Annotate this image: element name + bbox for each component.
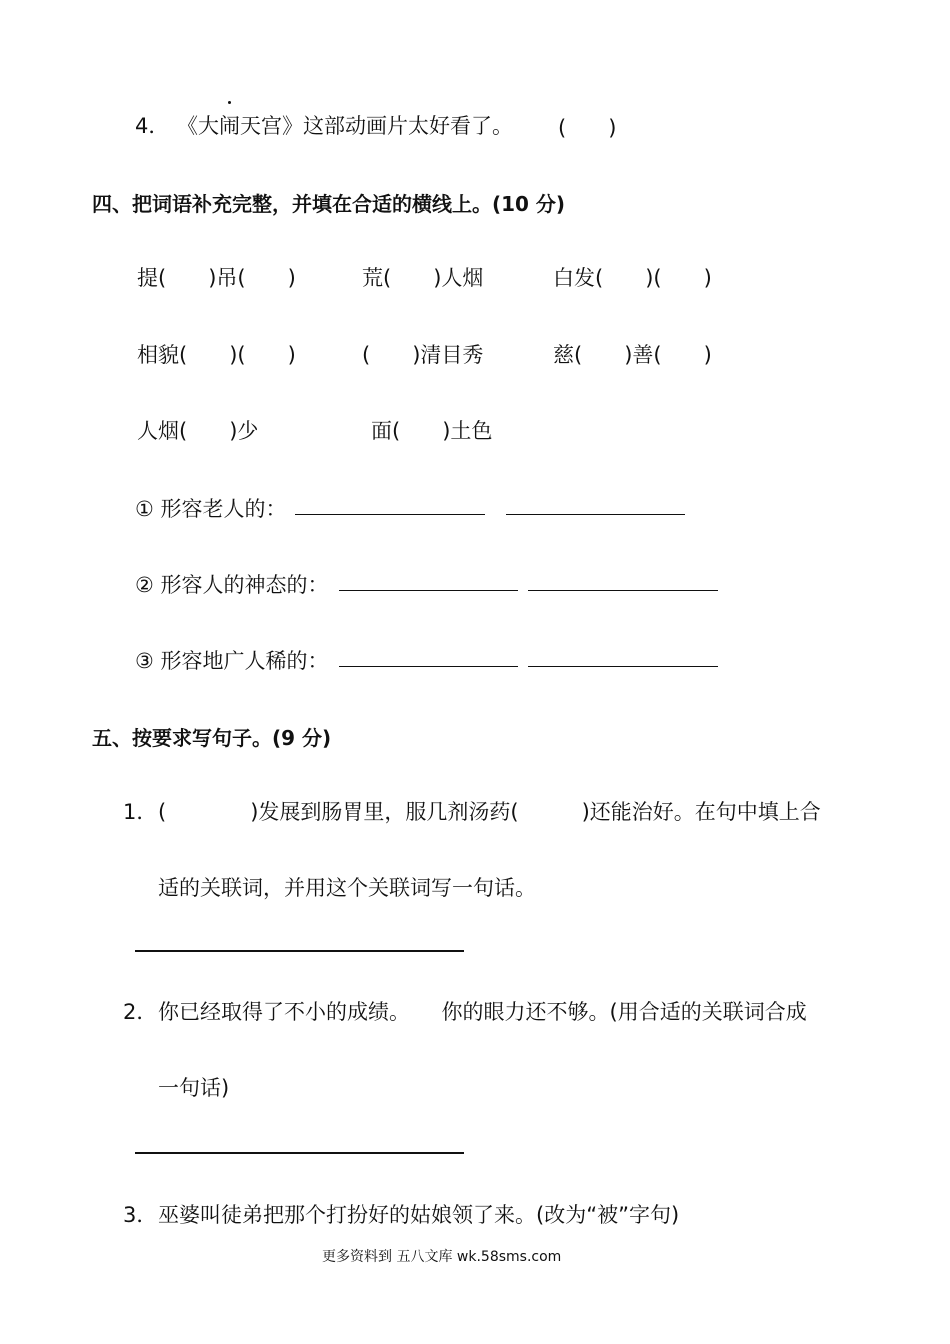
section4-heading: 四、把词语补充完整，并填在合适的横线上。(10 分) [92, 192, 566, 216]
fill-item-sparse: ③ 形容地广人稀的： [135, 649, 329, 673]
s5-item1-number: 1． [123, 800, 158, 824]
answer-line[interactable] [135, 950, 464, 952]
emphasis-dot [228, 101, 231, 104]
idiom-blank[interactable]: 提( )吊( ) [137, 266, 296, 290]
idiom-blank[interactable]: 面( )土色 [371, 419, 493, 443]
answer-line[interactable] [528, 666, 718, 667]
answer-line[interactable] [506, 514, 685, 515]
s5-item2-number: 2． [123, 1000, 158, 1024]
answer-line[interactable] [339, 590, 518, 591]
answer-line[interactable] [339, 666, 518, 667]
fill-item-demeanor: ② 形容人的神态的： [135, 573, 329, 597]
idiom-blank[interactable]: ( )清目秀 [362, 343, 484, 367]
answer-line[interactable] [528, 590, 718, 591]
idiom-blank[interactable]: 白发( )( ) [553, 266, 712, 290]
idiom-blank[interactable]: 人烟( )少 [137, 419, 259, 443]
idiom-blank[interactable]: 相貌( )( ) [137, 343, 296, 367]
fill-item-elderly: ① 形容老人的： [135, 497, 287, 521]
footer-source: 更多资料到 五八文库 wk.58sms.com [322, 1249, 562, 1265]
idiom-blank[interactable]: 慈( )善( ) [553, 343, 712, 367]
s5-item1-line1: ( )发展到肠胃里，服几剂汤药( )还能治好。在句中填上合 [158, 800, 821, 824]
s5-item2-line2: 一句话) [158, 1076, 230, 1100]
idiom-blank[interactable]: 荒( )人烟 [362, 266, 484, 290]
q4-number: 4． [135, 114, 170, 138]
s5-item3-number: 3． [123, 1203, 158, 1227]
s5-item1-line2: 适的关联词，并用这个关联词写一句话。 [158, 876, 536, 900]
s5-item3-line1: 巫婆叫徒弟把那个打扮好的姑娘领了来。(改为“被”字句) [158, 1203, 680, 1227]
s5-item2-line1: 你已经取得了不小的成绩。 你的眼力还不够。(用合适的关联词合成 [158, 1000, 807, 1024]
q4-answer-paren[interactable]: ( ) [558, 116, 617, 140]
q4-text: 《大闹天宫》这部动画片太好看了。 [177, 114, 513, 138]
section5-heading: 五、按要求写句子。(9 分) [92, 726, 332, 750]
answer-line[interactable] [135, 1152, 464, 1154]
answer-line[interactable] [295, 514, 485, 515]
